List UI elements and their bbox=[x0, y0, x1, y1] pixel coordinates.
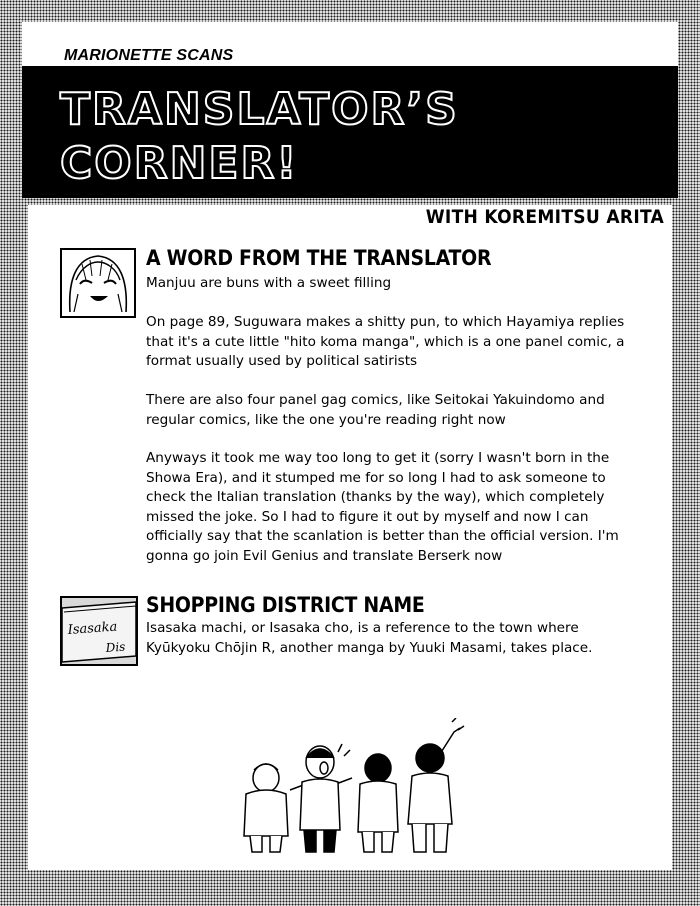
sign-text-1: Isasaka bbox=[67, 619, 118, 638]
sign-text-2: Dis bbox=[105, 639, 126, 655]
paragraph: Isasaka machi, or Isasaka cho, is a reference to the town where Kyūkyoku Chōjin R, another manga by Yuuki Masami, takes place. bbox=[146, 620, 593, 656]
paragraph: Anyways it took me way too long to get it (sorry I wasn't born in the Showa Era), and it stumped me for so long I had to ask someone to check the Italian translation (thanks by the way), which completely missed the joke. So I had to figure it out by myself and now I can officially say that the scanlation is better than the official version. I'm gonna go join Evil Genius and translate Berserk now bbox=[146, 450, 619, 564]
translator-avatar bbox=[60, 248, 136, 318]
page-title-line-2: CORNER! bbox=[60, 138, 299, 189]
scan-group-name: MARIONETTE SCANS bbox=[64, 47, 234, 64]
paragraph: Manjuu are buns with a sweet filling bbox=[146, 275, 392, 291]
section-title-translator-note: A WORD FROM THE TRANSLATOR bbox=[146, 246, 492, 270]
section-title-shopping-district: SHOPPING DISTRICT NAME bbox=[146, 593, 425, 617]
paragraph: On page 89, Suguwara makes a shitty pun, to which Hayamiya replies that it's a cute little "hito koma manga", which is a one panel comic, a format usually used by political satirists bbox=[146, 314, 625, 369]
district-sign-thumbnail bbox=[60, 596, 138, 666]
page-title-line-1: TRANSLATOR’S bbox=[60, 84, 459, 135]
paragraph: There are also four panel gag comics, like Seitokai Yakuindomo and regular comics, like the one you're reading right now bbox=[146, 392, 605, 428]
chibi-characters-illustration bbox=[232, 718, 472, 868]
character-face-illustration bbox=[62, 250, 134, 316]
byline: WITH KOREMITSU ARITA bbox=[425, 206, 664, 228]
sign-illustration bbox=[62, 598, 136, 664]
